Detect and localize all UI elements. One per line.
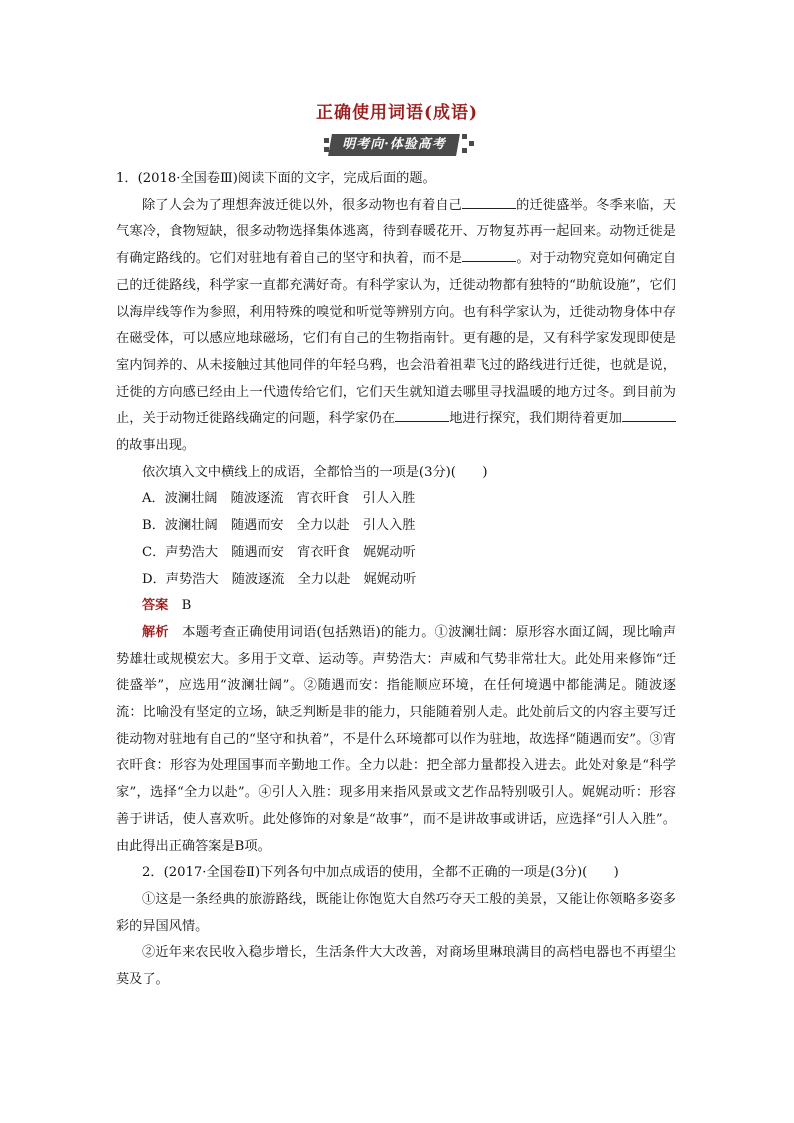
page-title: 正确使用词语(成语) [315, 103, 479, 123]
banner-text: 明考向·体验高考 [342, 137, 446, 152]
banner-decor-square [324, 138, 329, 143]
q1-passage-part: 地进行探究，我们期待着更加 [449, 411, 623, 427]
answer-value: B [181, 598, 192, 614]
q2-header: 2．(2017·全国卷Ⅱ)下列各句中加点成语的使用，全都不正确的一项是(3分)( ) [142, 865, 619, 881]
option-b: B．波澜壮阔 随遇而安 全力以赴 引人入胜 [142, 518, 416, 534]
banner-decor-square [462, 148, 467, 153]
option-c: C．声势浩大 随遇而安 宵衣旰食 娓娓动听 [142, 544, 416, 560]
fill-blank-4 [622, 407, 676, 422]
q1-header: 1．(2018·全国卷Ⅲ)阅读下面的文字，完成后面的题。 [116, 171, 436, 186]
fill-blank-2 [462, 247, 516, 262]
q1-passage-part: 。对于动物究竟如何确定自己的迁徙路线，科学家一直都充满好奇。有科学家认为，迁徙动物都有独特的“助航设施”，它们以海岸线等作为参照，利用特殊的嗅觉和听觉等辨别方向。也有科学家认为，迁徙动物身体中存在磁受体，可以感应地球磁场，它们有自己的生物指南针。更有趣的是，又有科学家发现即使是室内饲养的、从未接触过其他同伴的年轻乌鸦，也会沿着祖辈飞过的路线进行迁徙，也就是说，迁徙的方向感已经由上一代遗传给它们，它们天生就知道去哪里寻找温暖的地方过冬。到目前为止，关于动物迁徙路线确定的问题，科学家仍在 [116, 251, 677, 427]
answer-line [116, 593, 676, 620]
analysis-text: 本题考查正确使用词语(包括熟语)的能力。①波澜壮阔：原形容水面辽阔，现比喻声势雄壮或规模宏大。多用于文章、运动等。声势浩大：声威和气势非常壮大。此处用来修饰“迁徙盛举”，应选用“波澜壮阔”。②随遇而安：指能顺应环境，在任何境遇中都能满足。随波逐流：比喻没有坚定的立场，缺乏判断是非的能力，只能随着别人走。此处前后文的内容主要写迁徙动物对驻地有自己的“坚守和执着”，不是什么环境都可以作为驻地，故选择“随遇而安”。③宵衣旰食：形容为处理国事而辛勤地工作。全力以赴：把全部力量都投入进去。此处对象是“科学家”，选择“全力以赴”。④引人入胜：现多用来指风景或文艺作品特别吸引人。娓娓动听：形容善于讲话，使人喜欢听。此处修饰的对象是“故事”，而不是讲故事或讲话，应选择“引人入胜”。由此得出正确答案是B项。 [116, 624, 677, 854]
question-content [116, 166, 676, 994]
section-banner [324, 132, 474, 158]
q1-passage-part: 的故事出现。 [116, 438, 196, 454]
analysis-paragraph [116, 620, 676, 860]
q2-item-2: ②近年来农民收入稳步增长，生活条件大大改善，对商场里琳琅满目的高档电器也不再望尘莫及了。 [116, 945, 676, 988]
banner-decor-square [469, 141, 474, 146]
q1-prompt: 依次填入文中横线上的成语，全都恰当的一项是(3分)( ) [142, 464, 488, 480]
option-d: D．声势浩大 随波逐流 全力以赴 娓娓动听 [142, 571, 417, 587]
analysis-label: 解析 [142, 624, 169, 640]
fill-blank-1 [462, 194, 516, 209]
q1-passage-part: 除了人会为了理想奔波迁徙以外，很多动物也有着自己 [142, 197, 462, 213]
banner-decor-square [462, 134, 467, 139]
q2-item-1: ①这是一条经典的旅游路线，既能让你饱览大自然巧夺天工般的美景，又能让你领略多姿多彩的异国风情。 [116, 891, 676, 934]
option-a: A．波澜壮阔 随波逐流 宵衣旰食 引人入胜 [142, 491, 416, 507]
answer-label: 答案 [142, 598, 169, 614]
q1-passage-part: 的迁徙盛举。冬季来临，天气寒冷，食物短缺，很多动物选择集体逃离，待到春暖花开、万物复苏再一起回来。动物迁徙是有确定路线的。它们对驻地有着自己的坚守和执着，而不是 [116, 197, 676, 267]
q1-passage [116, 193, 676, 460]
fill-blank-3 [395, 407, 449, 422]
